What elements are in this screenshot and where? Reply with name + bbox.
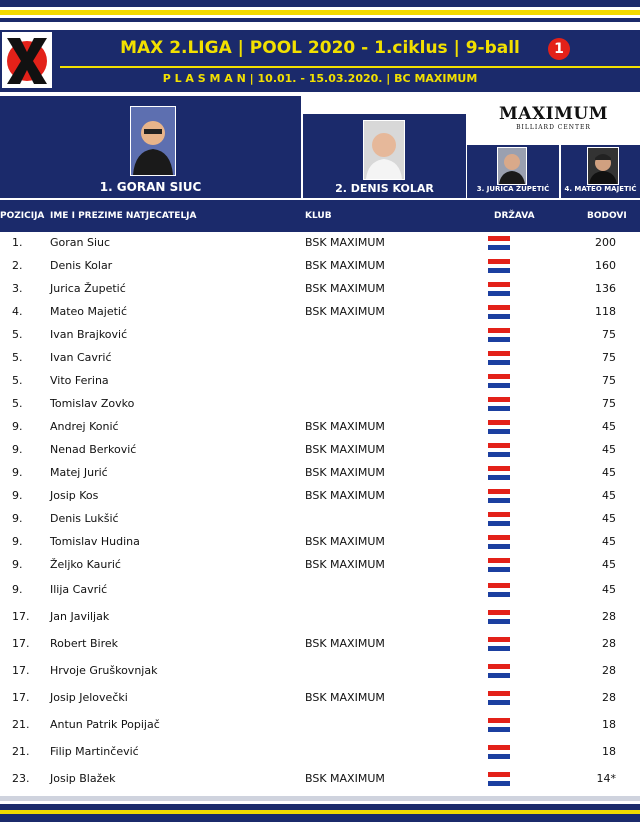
row-points: 45 bbox=[602, 558, 616, 571]
row-name: Josip Blažek bbox=[50, 772, 116, 785]
row-points: 118 bbox=[595, 305, 616, 318]
row-position: 17. bbox=[12, 691, 30, 704]
row-name: Denis Kolar bbox=[50, 259, 113, 272]
croatia-flag-icon bbox=[488, 664, 510, 678]
row-position: 9. bbox=[12, 420, 23, 433]
row-name: Nenad Berković bbox=[50, 443, 137, 456]
x-logo-icon bbox=[2, 32, 52, 88]
croatia-flag-icon bbox=[488, 443, 510, 457]
row-position: 5. bbox=[12, 351, 23, 364]
row-points: 28 bbox=[602, 691, 616, 704]
row-club: BSK MAXIMUM bbox=[305, 236, 385, 249]
row-club: BSK MAXIMUM bbox=[305, 420, 385, 433]
row-points: 14* bbox=[596, 772, 616, 785]
row-name: Jan Javiljak bbox=[50, 610, 110, 623]
row-position: 9. bbox=[12, 512, 23, 525]
row-points: 136 bbox=[595, 282, 616, 295]
podium-second bbox=[303, 114, 466, 198]
row-name: Ivan Brajković bbox=[50, 328, 128, 341]
row-name: Tomislav Hudina bbox=[50, 535, 140, 548]
row-points: 45 bbox=[602, 535, 616, 548]
row-points: 200 bbox=[595, 236, 616, 249]
row-position: 2. bbox=[12, 259, 23, 272]
croatia-flag-icon bbox=[488, 305, 510, 319]
row-points: 45 bbox=[602, 583, 616, 596]
row-position: 17. bbox=[12, 637, 30, 650]
podium-third bbox=[467, 145, 559, 198]
croatia-flag-icon bbox=[488, 512, 510, 526]
podium-first-name: 1. GORAN SIUC bbox=[99, 180, 202, 194]
row-name: Matej Jurić bbox=[50, 466, 108, 479]
row-name: Andrej Konić bbox=[50, 420, 119, 433]
row-points: 45 bbox=[602, 512, 616, 525]
col-position: POZICIJA bbox=[0, 211, 45, 221]
croatia-flag-icon bbox=[488, 558, 510, 572]
row-position: 9. bbox=[12, 558, 23, 571]
col-club: KLUB bbox=[305, 211, 332, 221]
player-photo bbox=[130, 106, 176, 176]
row-points: 75 bbox=[602, 374, 616, 387]
row-position: 21. bbox=[12, 718, 30, 731]
row-position: 17. bbox=[12, 664, 30, 677]
podium-first bbox=[0, 96, 301, 198]
col-name: IME I PREZIME NATJECATELJA bbox=[50, 211, 197, 221]
standings-subtitle: P L A S M A N | 10.01. - 15.03.2020. | BC MAXIMUM bbox=[162, 72, 478, 85]
bottom-stripes bbox=[0, 796, 640, 822]
player-photo bbox=[363, 120, 405, 180]
row-position: 21. bbox=[12, 745, 30, 758]
row-name: Jurica Župetić bbox=[50, 282, 126, 295]
row-name: Tomislav Zovko bbox=[50, 397, 135, 410]
top-stripes bbox=[0, 0, 640, 30]
croatia-flag-icon bbox=[488, 236, 510, 250]
row-name: Hrvoje Gruškovnjak bbox=[50, 664, 158, 677]
croatia-flag-icon bbox=[488, 328, 510, 342]
col-points: BODOVI bbox=[587, 211, 627, 221]
row-points: 75 bbox=[602, 397, 616, 410]
row-position: 9. bbox=[12, 535, 23, 548]
row-points: 45 bbox=[602, 443, 616, 456]
row-position: 9. bbox=[12, 489, 23, 502]
row-points: 28 bbox=[602, 664, 616, 677]
header-banner bbox=[0, 30, 640, 92]
round-badge: 1 bbox=[548, 38, 570, 60]
croatia-flag-icon bbox=[488, 351, 510, 365]
divider bbox=[60, 66, 640, 68]
player-photo bbox=[587, 147, 619, 185]
row-club: BSK MAXIMUM bbox=[305, 305, 385, 318]
row-points: 28 bbox=[602, 610, 616, 623]
row-name: Mateo Majetić bbox=[50, 305, 128, 318]
row-position: 5. bbox=[12, 397, 23, 410]
row-points: 45 bbox=[602, 489, 616, 502]
croatia-flag-icon bbox=[488, 282, 510, 296]
croatia-flag-icon bbox=[488, 466, 510, 480]
row-position: 9. bbox=[12, 583, 23, 596]
row-name: Željko Kaurić bbox=[50, 558, 121, 571]
row-club: BSK MAXIMUM bbox=[305, 772, 385, 785]
row-name: Vito Ferina bbox=[50, 374, 109, 387]
podium-fourth-name: 4. MATEO MAJETIĆ bbox=[564, 185, 637, 193]
row-name: Josip Jelovečki bbox=[50, 691, 128, 704]
croatia-flag-icon bbox=[488, 718, 510, 732]
podium-second-name: 2. DENIS KOLAR bbox=[335, 182, 434, 195]
row-position: 17. bbox=[12, 610, 30, 623]
croatia-flag-icon bbox=[488, 691, 510, 705]
row-club: BSK MAXIMUM bbox=[305, 259, 385, 272]
league-title: MAX 2.LIGA | POOL 2020 - 1.ciklus | 9-ball bbox=[120, 38, 520, 58]
croatia-flag-icon bbox=[488, 374, 510, 388]
row-points: 160 bbox=[595, 259, 616, 272]
row-position: 9. bbox=[12, 443, 23, 456]
col-country: DRŽAVA bbox=[494, 211, 535, 221]
row-position: 4. bbox=[12, 305, 23, 318]
croatia-flag-icon bbox=[488, 420, 510, 434]
croatia-flag-icon bbox=[488, 772, 510, 786]
row-points: 18 bbox=[602, 745, 616, 758]
row-points: 45 bbox=[602, 420, 616, 433]
row-name: Denis Lukšić bbox=[50, 512, 119, 525]
row-position: 1. bbox=[12, 236, 23, 249]
row-name: Ivan Cavrić bbox=[50, 351, 112, 364]
podium-third-name: 3. JURICA ŽUPETIĆ bbox=[476, 185, 550, 193]
table-header bbox=[0, 200, 640, 232]
row-club: BSK MAXIMUM bbox=[305, 535, 385, 548]
row-name: Robert Birek bbox=[50, 637, 118, 650]
podium-fourth bbox=[561, 145, 640, 198]
croatia-flag-icon bbox=[488, 637, 510, 651]
croatia-flag-icon bbox=[488, 489, 510, 503]
row-club: BSK MAXIMUM bbox=[305, 691, 385, 704]
row-position: 3. bbox=[12, 282, 23, 295]
croatia-flag-icon bbox=[488, 745, 510, 759]
row-points: 75 bbox=[602, 328, 616, 341]
row-name: Goran Siuc bbox=[50, 236, 111, 249]
row-club: BSK MAXIMUM bbox=[305, 466, 385, 479]
croatia-flag-icon bbox=[488, 397, 510, 411]
row-club: BSK MAXIMUM bbox=[305, 282, 385, 295]
croatia-flag-icon bbox=[488, 259, 510, 273]
row-points: 18 bbox=[602, 718, 616, 731]
row-club: BSK MAXIMUM bbox=[305, 443, 385, 456]
row-position: 23. bbox=[12, 772, 30, 785]
row-points: 75 bbox=[602, 351, 616, 364]
croatia-flag-icon bbox=[488, 610, 510, 624]
row-club: BSK MAXIMUM bbox=[305, 489, 385, 502]
row-points: 45 bbox=[602, 466, 616, 479]
row-position: 5. bbox=[12, 328, 23, 341]
row-name: Josip Kos bbox=[50, 489, 99, 502]
croatia-flag-icon bbox=[488, 583, 510, 597]
player-photo bbox=[497, 147, 527, 185]
row-points: 28 bbox=[602, 637, 616, 650]
row-name: Antun Patrik Popijač bbox=[50, 718, 160, 731]
maximum-logo: MAXIMUM BILLIARD CENTER bbox=[467, 96, 640, 144]
croatia-flag-icon bbox=[488, 535, 510, 549]
row-position: 5. bbox=[12, 374, 23, 387]
row-club: BSK MAXIMUM bbox=[305, 637, 385, 650]
row-name: Filip Martinčević bbox=[50, 745, 139, 758]
row-club: BSK MAXIMUM bbox=[305, 558, 385, 571]
row-position: 9. bbox=[12, 466, 23, 479]
row-name: Ilija Cavrić bbox=[50, 583, 108, 596]
